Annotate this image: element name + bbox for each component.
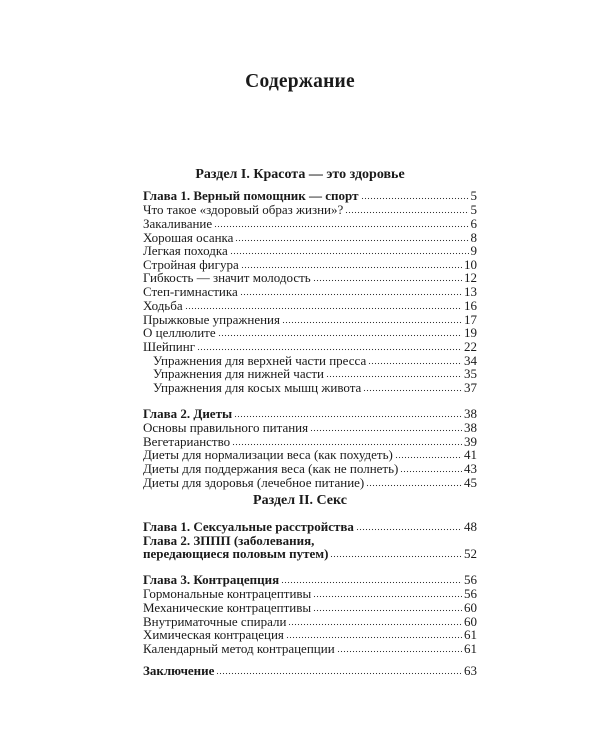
toc-entry-page: 38 [464, 406, 477, 421]
section-title-2: Раздел II. Секс [253, 493, 347, 508]
toc-entry-page: 63 [464, 663, 477, 678]
toc-entry-text: Шейпинг [143, 339, 196, 354]
dot-leader [281, 581, 462, 584]
toc-entry-page: 12 [464, 270, 477, 285]
dot-leader [218, 334, 462, 337]
dot-leader [400, 470, 462, 473]
toc-entry[interactable] [143, 476, 477, 490]
toc-entry-text: Степ-гимнастика [143, 284, 238, 299]
dot-leader [313, 279, 462, 282]
dot-leader [214, 225, 468, 228]
toc-entry-text: Гормональные контрацептивы [143, 586, 312, 601]
toc-entry-text: Глава 1. Верный помощник — спорт [143, 188, 359, 203]
toc-entry[interactable] [143, 573, 477, 587]
toc-entry-page: 61 [464, 641, 477, 656]
toc-entry[interactable] [143, 547, 477, 561]
toc-entry-text: Упражнения для косых мышц живота [153, 380, 362, 395]
toc-entry-page: 5 [470, 202, 477, 217]
toc-entry-page: 43 [464, 461, 477, 476]
dot-leader [185, 307, 462, 310]
toc-entry[interactable] [143, 340, 477, 354]
toc-entry-text: Внутриматочные спирали [143, 614, 287, 629]
dot-leader [216, 672, 462, 675]
toc-entry[interactable] [143, 421, 477, 435]
toc-subentry[interactable] [153, 381, 477, 395]
dot-leader [286, 636, 462, 639]
toc-entry-text: Диеты для нормализации веса (как похудеть) [143, 447, 393, 462]
toc-entry-text: Упражнения для верхней части пресса [153, 353, 367, 368]
dot-leader [240, 293, 462, 296]
toc-entry-page: 17 [464, 312, 477, 327]
toc-entry[interactable] [143, 217, 477, 231]
toc-entry[interactable] [143, 601, 477, 615]
dot-leader [366, 484, 462, 487]
toc-entry-text: Вегетарианство [143, 434, 231, 449]
toc-entry-text: Гибкость — значит молодость [143, 270, 311, 285]
toc-entry-text: О целлюлите [143, 325, 216, 340]
toc-entry-text: Закаливание [143, 216, 213, 231]
toc-entry-text: Легкая походка [143, 243, 228, 258]
toc-entry-text: Глава 1. Сексуальные расстройства [143, 519, 354, 534]
toc-entry[interactable] [143, 299, 477, 313]
toc-entry[interactable] [143, 189, 477, 203]
dot-leader [361, 197, 469, 200]
dot-leader [232, 443, 462, 446]
dot-leader [337, 650, 462, 653]
toc-entry-text: Механические контрацептивы [143, 600, 312, 615]
dot-leader [197, 348, 462, 351]
toc-entry[interactable] [143, 520, 477, 534]
toc-entry-page: 41 [464, 447, 477, 462]
dot-leader [345, 211, 468, 214]
toc-entry[interactable] [143, 203, 477, 217]
section-title-1: Раздел I. Красота — это здоровье [195, 167, 405, 182]
toc-entry-page: 34 [464, 353, 477, 368]
toc-entry[interactable] [143, 244, 477, 258]
toc-entry-page: 56 [464, 572, 477, 587]
page-title: Содержание [245, 71, 355, 92]
dot-leader [241, 266, 462, 269]
toc-entry[interactable] [143, 407, 477, 421]
toc-entry-text: Упражнения для нижней части [153, 366, 325, 381]
toc-entry[interactable] [143, 448, 477, 462]
toc-entry-text: Глава 2. Диеты [143, 406, 233, 421]
toc-entry-page: 6 [470, 216, 477, 231]
toc-entry-page: 35 [464, 366, 477, 381]
dot-leader [234, 415, 462, 418]
dot-leader [230, 252, 469, 255]
toc-entry-page: 45 [464, 475, 477, 490]
toc-entry-page: 48 [464, 519, 477, 534]
toc-entry-page: 8 [470, 230, 477, 245]
toc-entry-text: Основы правильного питания [143, 420, 309, 435]
toc-entry-page: 37 [464, 380, 477, 395]
toc-entry-text: Ходьба [143, 298, 183, 313]
dot-leader [356, 528, 462, 531]
toc-entry[interactable] [143, 285, 477, 299]
toc-entry[interactable] [143, 462, 477, 476]
toc-entry-page: 60 [464, 600, 477, 615]
toc-entry[interactable] [143, 628, 477, 642]
toc-entry-page: 16 [464, 298, 477, 313]
toc-subentry[interactable] [153, 367, 477, 381]
dot-leader [313, 609, 462, 612]
toc-entry[interactable] [143, 664, 477, 678]
toc-entry-page: 38 [464, 420, 477, 435]
toc-entry[interactable] [143, 271, 477, 285]
toc-entry-text: Заключение [143, 663, 215, 678]
toc-entry-text: Диеты для здоровья (лечебное питание) [143, 475, 365, 490]
toc-entry-text: Химическая контрацеция [143, 627, 284, 642]
dot-leader [235, 239, 468, 242]
dot-leader [395, 456, 462, 459]
toc-entry[interactable] [143, 642, 477, 656]
toc-entry-page: 22 [464, 339, 477, 354]
toc-entry-text: передающиеся половым путем) [143, 546, 329, 561]
toc-entry-text: Стройная фигура [143, 257, 239, 272]
toc-entry-text[interactable]: Глава 2. ЗППП (заболевания, [143, 533, 315, 548]
dot-leader [330, 555, 462, 558]
toc-entry-text: Хорошая осанка [143, 230, 234, 245]
toc-entry-page: 19 [464, 325, 477, 340]
toc-entry-page: 10 [464, 257, 477, 272]
toc-entry-text: Диеты для поддержания веса (как не полнеть) [143, 461, 399, 476]
toc-entry-page: 9 [470, 243, 477, 258]
dot-leader [313, 595, 462, 598]
toc-entry-text: Что такое «здоровый образ жизни»? [143, 202, 344, 217]
toc-entry-page: 5 [470, 188, 477, 203]
dot-leader [326, 375, 462, 378]
dot-leader [288, 623, 462, 626]
toc-entry-text: Прыжковые упражнения [143, 312, 280, 327]
dot-leader [368, 362, 462, 365]
toc-entry-page: 56 [464, 586, 477, 601]
toc-entry[interactable] [143, 587, 477, 601]
toc-entry-page: 39 [464, 434, 477, 449]
toc-entry-page: 60 [464, 614, 477, 629]
toc-entry-page: 13 [464, 284, 477, 299]
dot-leader [310, 429, 462, 432]
toc-entry-text: Календарный метод контрацепции [143, 641, 335, 656]
dot-leader [282, 321, 462, 324]
toc-entry-page: 52 [464, 546, 477, 561]
toc-entry[interactable] [143, 326, 477, 340]
toc-entry-page: 61 [464, 627, 477, 642]
toc-entry-text: Глава 3. Контрацепция [143, 572, 280, 587]
dot-leader [363, 389, 462, 392]
